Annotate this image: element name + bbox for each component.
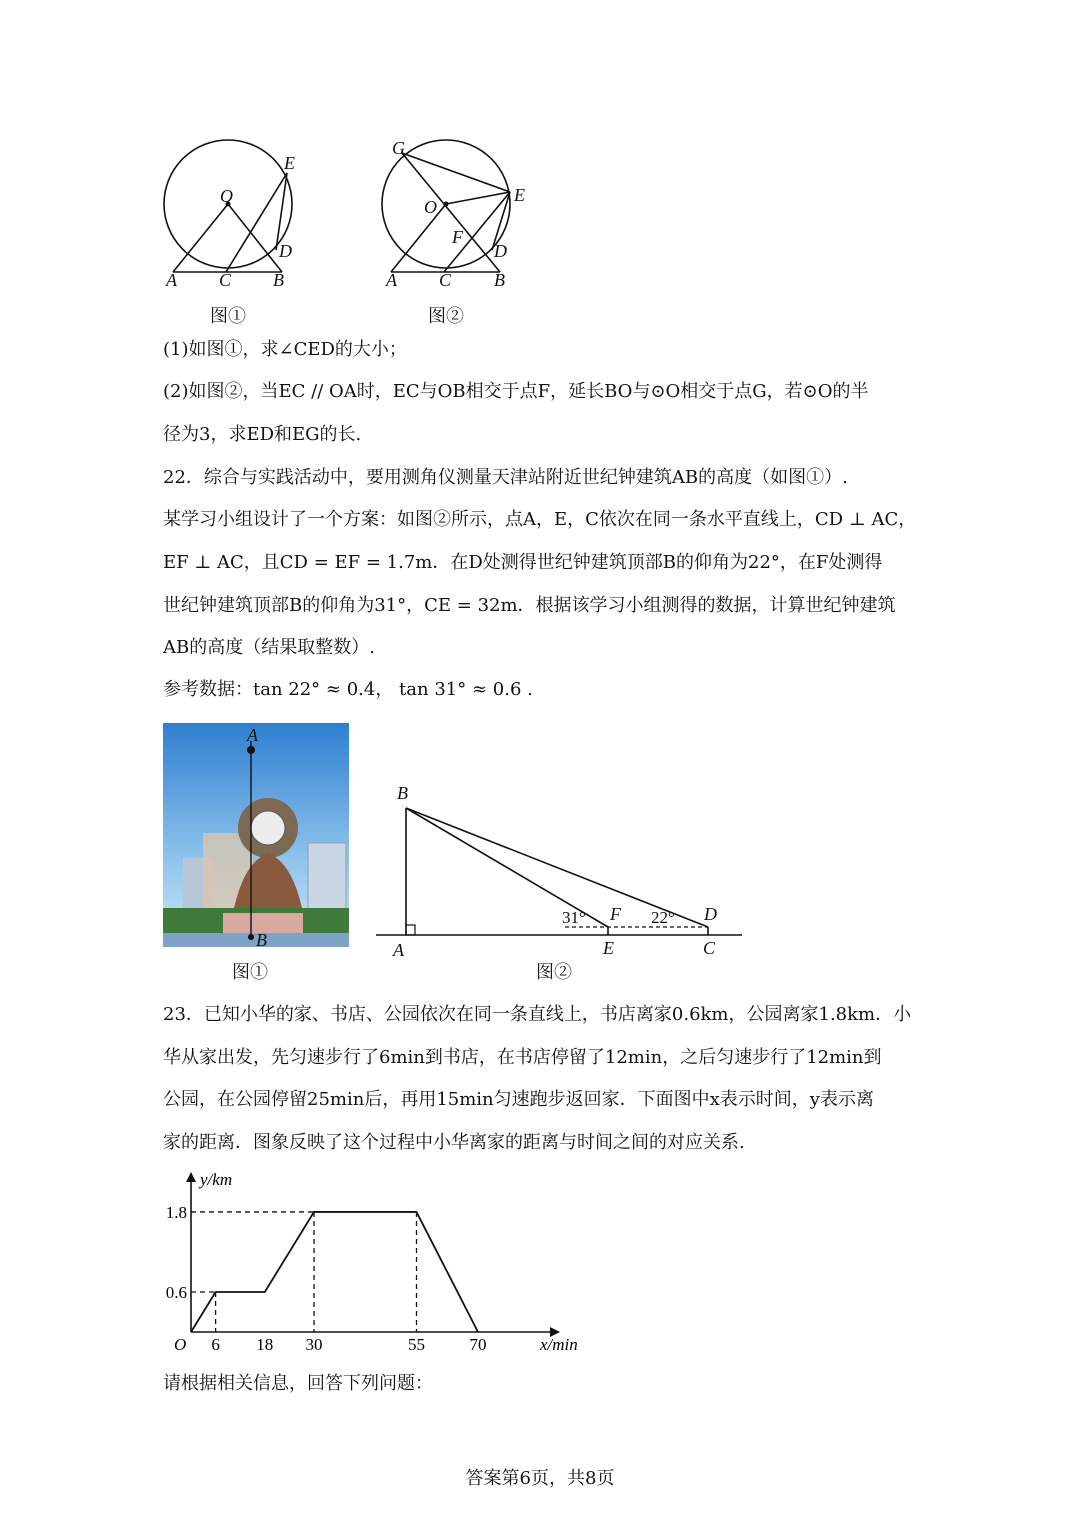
series-line	[191, 1212, 478, 1332]
q23-line3: 公园，在公园停留25min后，再用15min匀速跑步返回家．下面图中x表示时间，y表示离	[163, 1089, 874, 1110]
clock-tower-photo-svg	[163, 723, 349, 947]
photo-caption: 图①	[232, 962, 268, 983]
diagram-label-f: F	[610, 904, 621, 924]
diagram-label-e: E	[603, 938, 614, 958]
diagram-label-a: A	[393, 940, 404, 960]
q23-line1: 23．已知小华的家、书店、公园依次在同一条直线上，书店离家0.6km，公园离家1.8km．小	[163, 1004, 912, 1025]
fig2-caption: 图②	[428, 306, 464, 327]
diagram-angle-22: 22°	[651, 908, 675, 927]
fig2-label-a: A	[386, 270, 397, 290]
q22-line1: 22．综合与实践活动中，要用测角仪测量天津站附近世纪钟建筑AB的高度（如图①）.	[163, 467, 848, 488]
x-axis-label: x/min	[540, 1335, 578, 1354]
y-tick-label: 1.8	[165, 1202, 187, 1222]
diagram-label-b: B	[397, 783, 408, 803]
fig1-label-b: B	[273, 270, 284, 290]
angle-diagram-svg	[370, 780, 750, 960]
y-axis-label: y/km	[200, 1170, 233, 1189]
q21-part2-line1: (2)如图②，当EC // OA时，EC与OB相交于点F，延长BO与⊙O相交于点G，若⊙O的半	[163, 381, 869, 402]
q22-line3: EF ⊥ AC，且CD = EF = 1.7m．在D处测得世纪钟建筑顶部B的仰角为22°，在F处测得	[163, 552, 883, 573]
clock-tower-photo	[163, 723, 349, 947]
origin-label: O	[174, 1335, 187, 1354]
fig2-label-e: E	[514, 185, 525, 205]
diagram-caption: 图②	[536, 962, 572, 983]
fig1-label-e: E	[284, 153, 295, 173]
fig2-label-g: G	[392, 138, 405, 158]
distance-time-chart	[150, 1160, 610, 1365]
fig1-label-c: C	[219, 270, 232, 290]
y-tick-label: 0.6	[165, 1282, 187, 1302]
q23-line4: 家的距离．图象反映了这个过程中小华离家的距离与时间之间的对应关系.	[163, 1132, 745, 1153]
fig2-label-f: F	[452, 227, 463, 247]
x-tick-label: 55	[408, 1335, 425, 1354]
fig1-label-o: O	[220, 186, 233, 206]
x-tick-label: 70	[469, 1335, 487, 1354]
fig1-label-a: A	[166, 270, 177, 290]
fig1-label-d: D	[279, 241, 292, 261]
fig2-label-c: C	[439, 270, 452, 290]
diagram-label-d: D	[704, 904, 717, 924]
fig2-label-b: B	[494, 270, 505, 290]
q21-part1: (1)如图①，求∠CED的大小；	[163, 339, 407, 360]
page-footer: 答案第6页，共8页	[465, 1468, 615, 1489]
fig2-label-d: D	[494, 241, 507, 261]
x-tick-label: 30	[305, 1335, 323, 1354]
q23-line2: 华从家出发，先匀速步行了6min到书店，在书店停留了12min，之后匀速步行了12min到	[163, 1047, 882, 1068]
diagram-angle-31: 31°	[562, 908, 586, 927]
q22-line2: 某学习小组设计了一个方案：如图②所示，点A，E，C依次在同一条水平直线上，CD ⊥ AC，	[163, 509, 917, 530]
x-tick-label: 18	[256, 1335, 274, 1354]
q23-after: 请根据相关信息，回答下列问题：	[163, 1373, 433, 1394]
photo-label-b: B	[256, 930, 267, 950]
diagram-label-c: C	[703, 938, 716, 958]
angle-diagram	[370, 780, 750, 960]
photo-label-a: A	[247, 725, 258, 745]
q22-line5: AB的高度（结果取整数）.	[163, 637, 375, 658]
x-tick-label: 6	[211, 1335, 220, 1354]
y-axis-arrow-icon	[186, 1172, 196, 1182]
q22-line6: 参考数据：tan 22° ≈ 0.4， tan 31° ≈ 0.6 .	[163, 679, 533, 700]
fig1-caption: 图①	[210, 306, 246, 327]
fig2-label-o: O	[424, 197, 437, 217]
chart-svg	[150, 1160, 610, 1365]
q21-part2-line2: 径为3，求ED和EG的长.	[163, 424, 362, 445]
q22-line4: 世纪钟建筑顶部B的仰角为31°，CE = 32m．根据该学习小组测得的数据，计算世纪钟建筑	[163, 595, 896, 616]
